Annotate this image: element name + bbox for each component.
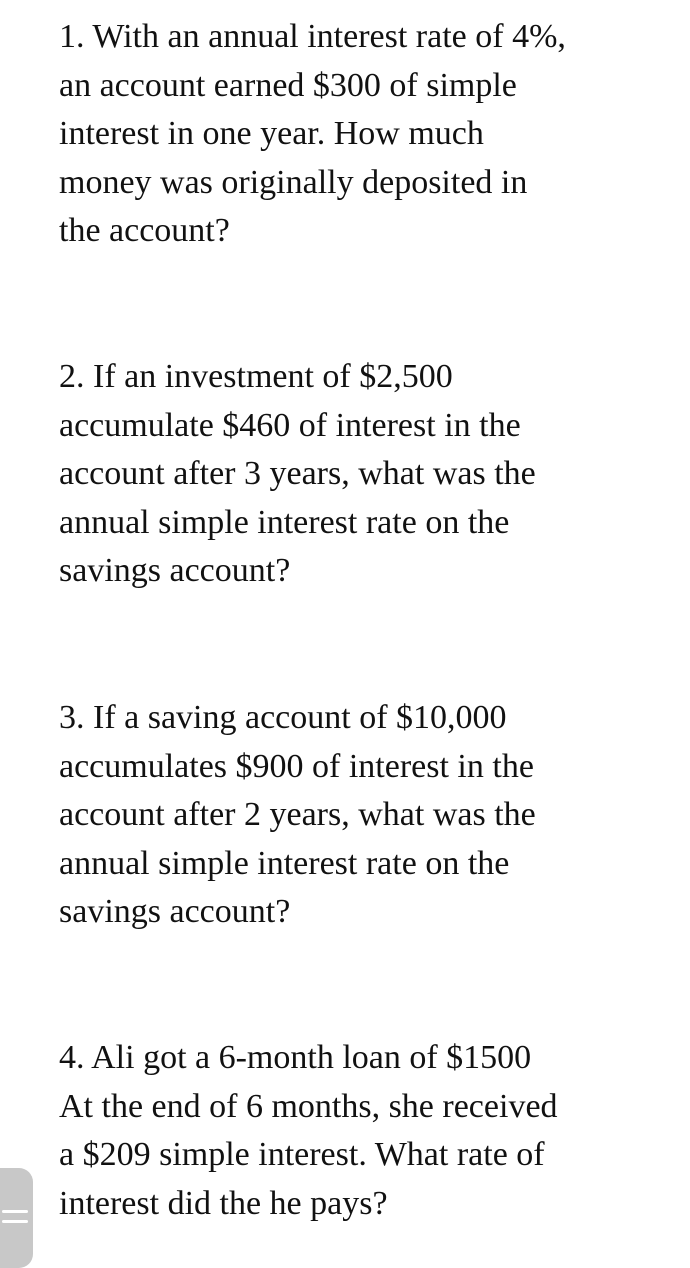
question-4-line-3: a $209 simple interest. What rate of	[59, 1136, 545, 1173]
question-2-line-1: 2. If an investment of $2,500	[59, 358, 453, 395]
question-2-line-2: accumulate $460 of interest in the	[59, 406, 521, 444]
question-1-line-4: money was originally deposited in	[59, 163, 528, 201]
question-3-line-4: annual simple interest rate on the	[59, 844, 510, 882]
drag-handle-icon-bar	[2, 1220, 28, 1223]
question-3-line-3: account after 2 years, what was the	[59, 796, 536, 833]
question-2-line-3: account after 3 years, what was the	[59, 455, 536, 492]
question-1	[59, 13, 659, 256]
question-3-line-1: 3. If a saving account of $10,000	[59, 699, 507, 736]
question-1-line-2: an account earned $300 of simple	[59, 66, 517, 104]
drag-handle-icon	[2, 1210, 28, 1213]
question-2	[59, 353, 659, 596]
question-3-line-2: accumulates $900 of interest in the	[59, 747, 534, 785]
question-4	[59, 1034, 659, 1228]
question-1-line-5: the account?	[59, 212, 230, 249]
question-3-line-5: savings account?	[59, 893, 291, 930]
question-3	[59, 694, 659, 937]
question-4-line-4: interest did the he pays?	[59, 1184, 388, 1222]
side-drag-handle[interactable]	[0, 1168, 33, 1268]
question-2-line-5: savings account?	[59, 552, 291, 589]
question-4-line-1: 4. Ali got a 6-month loan of $1500	[59, 1039, 532, 1076]
question-2-line-4: annual simple interest rate on the	[59, 503, 510, 541]
question-4-line-2: At the end of 6 months, she received	[59, 1087, 558, 1125]
question-1-line-1: 1. With an annual interest rate of 4%,	[59, 18, 566, 55]
question-1-line-3: interest in one year. How much	[59, 115, 484, 152]
